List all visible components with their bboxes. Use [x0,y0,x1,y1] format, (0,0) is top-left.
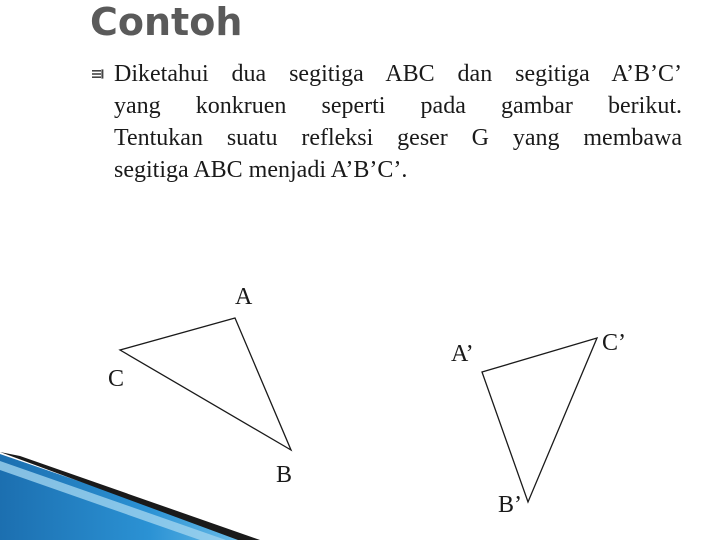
label-b-prime: B’ [498,492,522,518]
triangle-abc [120,318,291,450]
problem-line-3: Tentukan suatu refleksi geser G yang membawa [114,125,682,151]
label-c-prime: C’ [602,330,626,356]
corner-decoration [0,452,260,540]
problem-line-1: Diketahui dua segitiga ABC dan segitiga A’B’C’ [114,61,682,87]
slide-title: Contoh [90,0,243,44]
problem-line-4: segitiga ABC menjadi A’B’C’. [114,157,408,183]
label-c: C [108,366,125,392]
label-b: B [276,462,293,488]
label-a-prime: A’ [451,341,474,367]
triangle-a-prime-b-prime-c-prime [482,338,597,502]
label-a: A [235,284,253,310]
problem-line-2: yang konkruen seperti pada gambar berikut. [114,93,682,119]
